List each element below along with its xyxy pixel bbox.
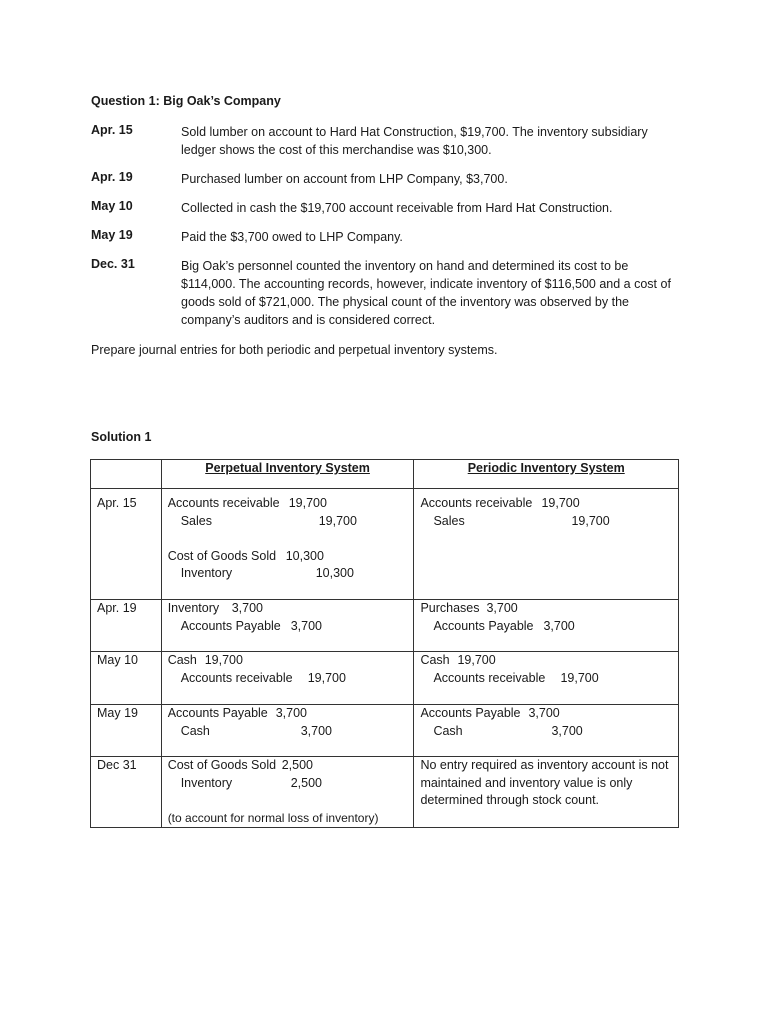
debit-amount: 19,700 [457,653,496,667]
credit-amount: 10,300 [315,566,354,580]
journal-line [420,652,672,670]
account-name: Accounts receivable [420,496,533,510]
entry-date: May 19 [91,228,133,242]
row-date: Apr. 15 [91,489,162,600]
journal-line [420,513,672,531]
debit-amount: 19,700 [288,496,327,510]
account-name: Inventory [167,601,220,615]
account-name: Cost of Goods Sold [167,758,277,772]
perpetual-entry [161,600,414,652]
entry-date: May 10 [91,199,133,213]
debit-amount: 3,700 [231,601,263,615]
journal-line [420,670,672,688]
credit-amount: 19,700 [571,513,610,528]
journal-line [168,723,408,741]
entry-date: Dec. 31 [91,257,135,271]
account-name: Sales [433,513,465,528]
entry-text: Paid the $3,700 owed to LHP Company. [181,230,403,244]
account-name: Inventory [180,775,233,790]
perpetual-entry [161,705,414,757]
entry-text: Sold lumber on account to Hard Hat Construction, $19,700. The inventory subsidiary ledger shows the cost of this merchandise was $10,300. [181,125,648,157]
credit-amount: 3,700 [290,618,322,633]
journal-line [168,565,408,583]
debit-amount: 19,700 [204,653,243,667]
journal-line [420,600,672,618]
debit-amount: 19,700 [541,496,580,510]
row-date: Dec 31 [91,757,162,828]
debit-amount: 3,700 [486,601,518,615]
row-date: Apr. 19 [91,600,162,652]
solution-table [90,459,679,828]
debit-amount: 3,700 [528,706,560,720]
journal-line [168,757,408,775]
table-row [91,757,679,828]
debit-amount: 10,300 [285,548,324,563]
journal-line [168,618,408,636]
credit-amount: 3,700 [300,723,332,738]
table-header-row [91,460,679,489]
header-periodic: Periodic Inventory System [414,460,679,489]
question-instruction: Prepare journal entries for both periodic and perpetual inventory systems. [91,343,498,357]
entry-text: Collected in cash the $19,700 account receivable from Hard Hat Construction. [181,201,613,215]
journal-line [168,652,408,670]
account-name: Accounts Payable [420,706,521,720]
account-name: Cash [167,653,197,667]
credit-amount: 19,700 [318,513,357,528]
table-row [91,652,679,705]
debit-amount: 2,500 [281,758,313,772]
credit-amount: 3,700 [543,618,575,633]
account-name: Cash [180,723,210,738]
credit-amount: 19,700 [307,670,346,685]
table-row [91,489,679,600]
account-name: Accounts Payable [167,706,268,720]
table-row [91,705,679,757]
journal-line [168,600,408,618]
account-name: Accounts Payable [180,618,281,633]
journal-line [168,705,408,723]
periodic-entry [414,600,679,652]
journal-line [420,723,672,741]
journal-line [168,670,408,688]
account-name: Cost of Goods Sold [167,548,277,563]
entry-text: Big Oak’s personnel counted the inventory on hand and determined its cost to be $114,000. The accounting records, however, indicate inventory of $116,500 and a cost of goods sold of $721,000. The physical count of the inventory was observed by the company’s auditors and is considered correct. [181,259,671,327]
credit-amount: 3,700 [551,723,583,738]
account-name: Cash [433,723,463,738]
perpetual-entry [161,757,414,828]
account-name: Cash [420,653,450,667]
entry-note: (to account for normal loss of inventory) [167,810,379,825]
no-entry-note: No entry required as inventory account is not maintained and inventory value is only determined through stock count. [420,758,669,807]
perpetual-entry [161,489,414,600]
periodic-entry [414,489,679,600]
entry-date: Apr. 15 [91,123,133,137]
account-name: Inventory [180,566,233,580]
header-perpetual: Perpetual Inventory System [161,460,414,489]
journal-line [168,513,408,531]
journal-line [168,548,408,566]
account-name: Accounts receivable [167,496,280,510]
row-date: May 19 [91,705,162,757]
account-name: Accounts receivable [180,670,293,685]
account-name: Purchases [420,601,480,615]
journal-line [420,618,672,636]
account-name: Sales [180,513,212,528]
periodic-entry [414,705,679,757]
debit-amount: 3,700 [275,706,307,720]
row-date: May 10 [91,652,162,705]
journal-line [420,495,672,513]
credit-amount: 2,500 [290,775,322,790]
solution-title: Solution 1 [91,430,152,444]
account-name: Accounts receivable [433,670,546,685]
journal-line [420,705,672,723]
periodic-entry [414,652,679,705]
entry-date: Apr. 19 [91,170,133,184]
credit-amount: 19,700 [560,670,599,685]
question-title: Question 1: Big Oak’s Company [91,94,281,108]
journal-line [168,495,408,513]
header-date-cell [91,460,162,489]
journal-line [168,775,408,793]
periodic-entry [414,757,679,828]
perpetual-entry [161,652,414,705]
entry-text: Purchased lumber on account from LHP Company, $3,700. [181,172,508,186]
table-row [91,600,679,652]
account-name: Accounts Payable [433,618,534,633]
